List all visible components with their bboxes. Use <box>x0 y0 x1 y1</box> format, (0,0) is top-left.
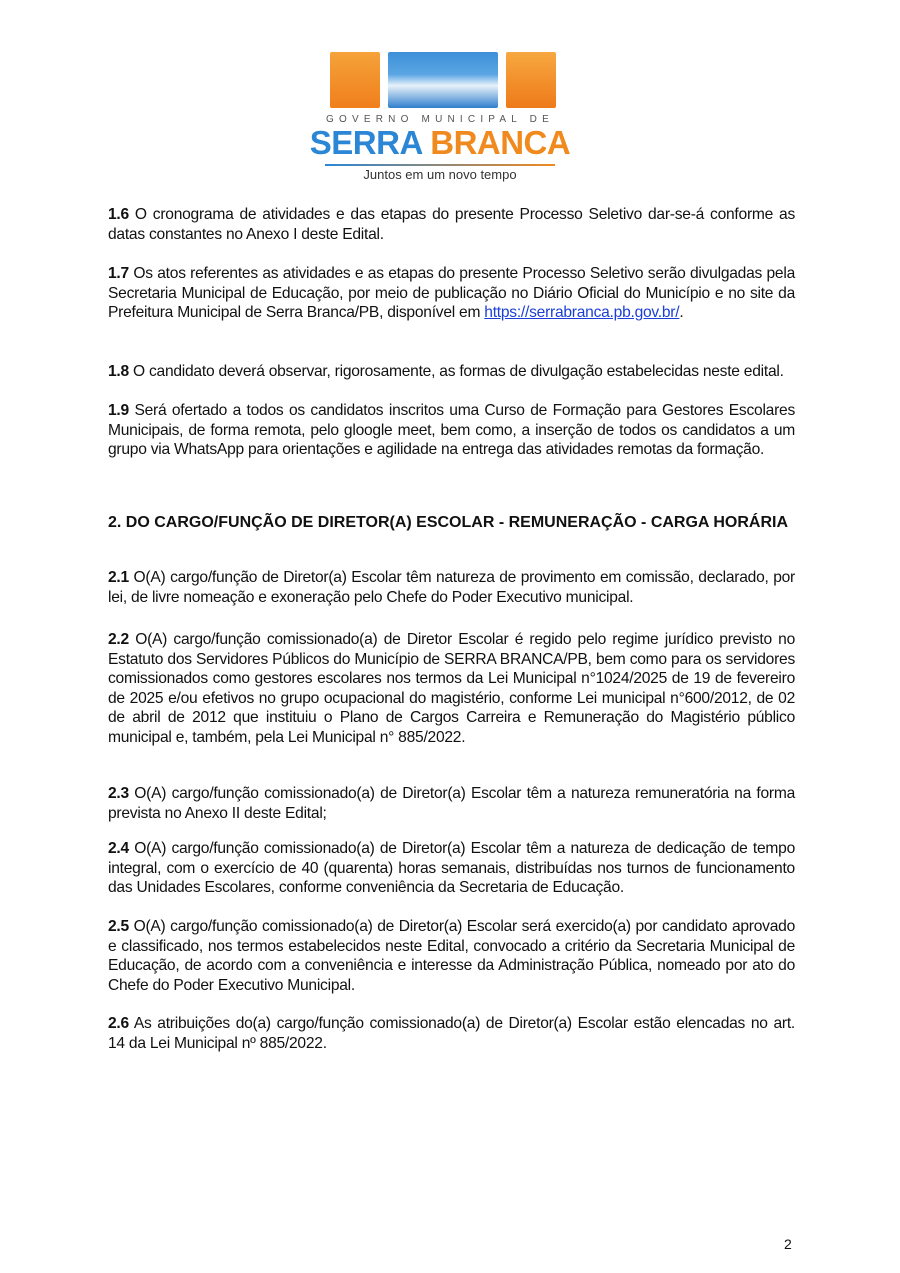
clause-number: 2.5 <box>108 918 129 935</box>
clause-number: 1.6 <box>108 206 129 223</box>
paragraph-1-7 <box>108 264 795 323</box>
paragraph-2-1 <box>108 568 795 607</box>
logo-name <box>295 124 585 162</box>
clause-text: O(A) cargo/função comissionado(a) de Diretor(a) Escolar têm a natureza remuneratória na forma prevista no Anexo II deste Edital; <box>108 785 795 822</box>
clause-number: 1.9 <box>108 402 129 419</box>
paragraph-2-5 <box>108 917 795 995</box>
clause-number: 1.7 <box>108 265 129 282</box>
logo-slogan: Juntos em um novo tempo <box>363 167 517 182</box>
clause-number: 1.8 <box>108 363 129 380</box>
clause-number: 2.3 <box>108 785 129 802</box>
clause-text: O(A) cargo/função comissionado(a) de Diretor(a) Escolar será exercido(a) por candidato aprovado e classificado, nos termos estabelecidos neste Edital, convocado a critério da Secretaria Municipal de Educação, de acordo com a conveniência e interesse da Administração Pública, nomeado por ato do Chefe do Poder Executivo Municipal. <box>108 918 795 994</box>
clause-text: O(A) cargo/função comissionado(a) de Diretor Escolar é regido pelo regime jurídico previsto no Estatuto dos Servidores Públicos do Município de SERRA BRANCA/PB, bem como para os servidores comissionados como gestores escolares nos termos da Lei Municipal n°1024/2025 de 19 de fevereiro de 2025 e/ou efetivos no grupo ocupacional do magistério, conforme Lei municipal n°600/2012, de 02 de abril de 2012 que instituiu o Plano de Cargos Carreira e Remuneração do Magistério público municipal e, também, pela Lei Municipal n° 885/2022. <box>108 631 795 746</box>
logo-top-line: GOVERNO MUNICIPAL DE <box>326 114 554 125</box>
serra-branca-logo <box>295 50 585 185</box>
clause-text: O(A) cargo/função de Diretor(a) Escolar têm natureza de provimento em comissão, declarado, por lei, de livre nomeação e exoneração pelo Chefe do Poder Executivo municipal. <box>108 569 795 606</box>
logo-name-part1: SERRA <box>309 124 422 161</box>
section-2-heading: 2. DO CARGO/FUNÇÃO DE DIRETOR(A) ESCOLAR - REMUNERAÇÃO - CARGA HORÁRIA <box>108 514 788 531</box>
paragraph-1-8 <box>108 362 795 382</box>
paragraph-2-4 <box>108 839 795 898</box>
clause-number: 2.6 <box>108 1015 129 1032</box>
clause-text: Será ofertado a todos os candidatos inscritos uma Curso de Formação para Gestores Escolares Municipais, de forma remota, pelo gloogle meet, bem como, a inserção de todos os candidatos a um grupo via WhatsApp para orientações e agilidade na entrega das atividades remotas da formação. <box>108 402 795 459</box>
clause-number: 2.2 <box>108 631 129 648</box>
paragraph-1-6 <box>108 205 795 244</box>
church-image <box>330 52 380 108</box>
clause-text: Os atos referentes as atividades e as etapas do presente Processo Seletivo serão divulgadas pela Secretaria Municipal de Educação, por meio de publicação no Diário Oficial do Município e no site da Prefeitura Municipal de Serra Branca/PB, disponível em <box>108 265 795 322</box>
logo-rule <box>325 164 555 166</box>
prefeitura-site-link[interactable]: https://serrabranca.pb.gov.br/ <box>484 304 680 322</box>
clause-text: O candidato deverá observar, rigorosamente, as formas de divulgação estabelecidas neste edital. <box>128 363 784 380</box>
clause-number: 2.1 <box>108 569 129 586</box>
paragraph-1-9 <box>108 401 795 460</box>
landscape-image <box>388 52 498 108</box>
clause-text-end: . <box>679 304 684 322</box>
clause-text: O(A) cargo/função comissionado(a) de Diretor(a) Escolar têm a natureza de dedicação de tempo integral, com o exercício de 40 (quarenta) horas semanais, distribuídas nos turnos de funcionamento das Unidades Escolares, conforme conveniência da Secretaria de Educação. <box>108 840 795 897</box>
clause-text: As atribuições do(a) cargo/função comissionado(a) de Diretor(a) Escolar estão elencadas no art. 14 da Lei Municipal nº 885/2022. <box>108 1015 795 1052</box>
clause-number: 2.4 <box>108 840 129 857</box>
cactus-image <box>506 52 556 108</box>
paragraph-2-3 <box>108 784 795 823</box>
page-number: 2 <box>784 1236 792 1252</box>
paragraph-2-2 <box>108 630 795 748</box>
logo-name-part2: BRANCA <box>430 124 571 161</box>
clause-text: O cronograma de atividades e das etapas do presente Processo Seletivo dar-se-á conforme as datas constantes no Anexo I deste Edital. <box>108 206 795 243</box>
paragraph-2-6 <box>108 1014 795 1053</box>
